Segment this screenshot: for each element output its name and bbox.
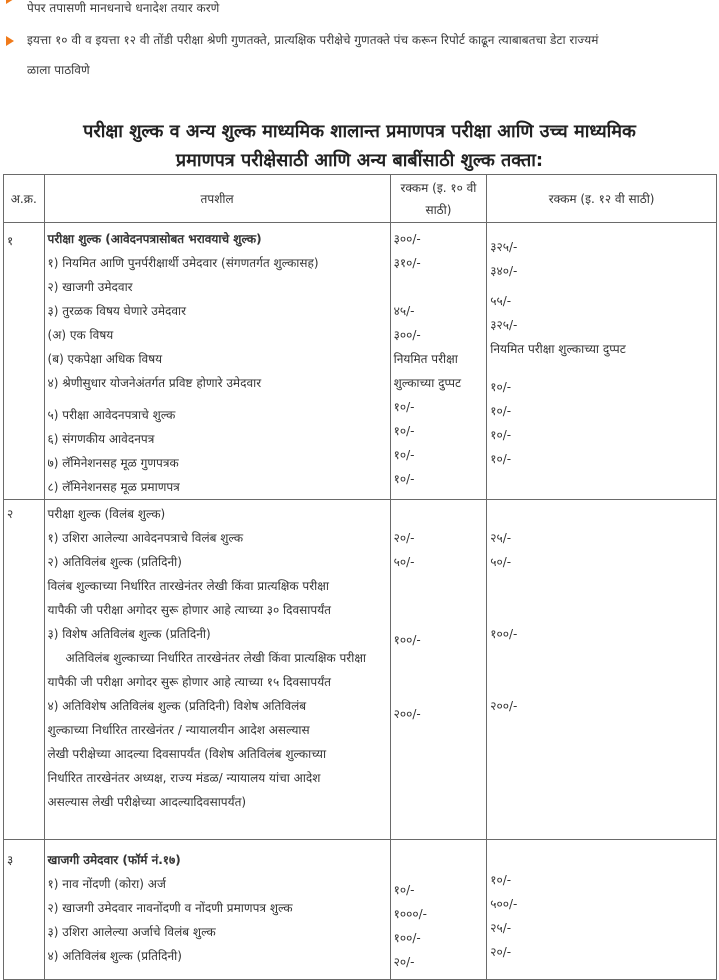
detail-line: ३) तुरळक विषय घेणारे उमेदवार xyxy=(47,304,187,318)
detail-line: यापैकी जी परीक्षा अगोदर सुरू होणार आहे त्याच्या ३० दिवसापर्यंत xyxy=(47,603,332,617)
detail-line: ४) अतिविलंब शुल्क (प्रतिदिनी) xyxy=(47,949,182,963)
detail-line: (अ) एक विषय xyxy=(47,328,114,342)
bullet-text: पेपर तपासणी मानधनाचे धनादेश तयार करणे xyxy=(27,1,220,15)
spacer xyxy=(394,502,484,526)
row-heading: परीक्षा शुल्क (आवेदनपत्रासोबत भरावयाचे शुल्क) xyxy=(47,232,262,246)
detail-line: ८) लॅमिनेशनसह मूळ प्रमाणपत्र xyxy=(47,480,180,494)
detail-line: ६) संगणकीय आवेदनपत्र xyxy=(47,432,155,446)
amount-line: २००/- xyxy=(490,699,518,713)
amount-line: ५०/- xyxy=(490,555,512,569)
amount-line: १०/- xyxy=(393,883,415,897)
header-serial: अ.क्र. xyxy=(4,175,45,223)
amount-line: २०/- xyxy=(393,955,415,969)
header-details: तपशील xyxy=(44,175,390,223)
amount-line: १००/- xyxy=(393,931,421,945)
amount-line: ४५/- xyxy=(393,304,415,318)
row-details xyxy=(44,840,390,980)
amount-line: ३००/- xyxy=(393,232,421,246)
detail-line: अतिविलंब शुल्काच्या निर्धारित तारखेनंतर लेखी किंवा प्रात्यक्षिक परीक्षा xyxy=(65,651,367,665)
detail-line: यापैकी जी परीक्षा अगोदर सुरू होणार आहे त्याच्या १५ दिवसापर्यंत xyxy=(47,675,332,689)
spacer xyxy=(490,574,713,622)
amount-line: नियमित परीक्षा xyxy=(393,352,458,366)
row-amount-10th xyxy=(390,223,487,500)
arrow-bullet-icon xyxy=(6,0,14,4)
bullet-text: इयत्ता १० वी व इयत्ता १२ वी तोंडी परीक्षा श्रेणी गुणतक्ते, प्रात्यक्षिक परीक्षेचे गुणतक्ते पंच करून रिपोर्ट काढून त्याबाबतचा डेटा राज्यमं xyxy=(27,33,599,47)
detail-line: ७) लॅमिनेशनसह मूळ गुणपत्रक xyxy=(47,456,179,470)
amount-line: शुल्काच्या दुप्पट xyxy=(393,376,462,390)
spacer xyxy=(490,502,713,526)
amount-line: १०/- xyxy=(393,448,415,462)
amount-line: १००/- xyxy=(393,633,421,647)
detail-line: २) खाजगी उमेदवार नावनोंदणी व नोंदणी प्रमाणपत्र शुल्क xyxy=(47,901,293,915)
title-line: परीक्षा शुल्क व अन्य शुल्क माध्यमिक शालान्त प्रमाणपत्र परीक्षा आणि उच्च माध्यमिक xyxy=(83,121,636,142)
row-serial: १ xyxy=(4,223,45,500)
amount-line: १०/- xyxy=(490,428,512,442)
row-details xyxy=(44,223,390,500)
row-heading: परीक्षा शुल्क (विलंब शुल्क) xyxy=(47,507,166,521)
amount-line: ३४०/- xyxy=(490,264,518,278)
detail-line: शुल्काच्या निर्धारित तारखेनंतर / न्यायालयीन आदेश असल्यास xyxy=(47,723,310,737)
amount-line: ३१०/- xyxy=(393,256,421,270)
amount-line: १०/- xyxy=(490,380,512,394)
table-row xyxy=(4,223,717,500)
spacer xyxy=(490,848,713,868)
row-details xyxy=(44,500,390,840)
spacer xyxy=(394,652,484,702)
amount-line: २५/- xyxy=(490,531,512,545)
row-serial: ३ xyxy=(4,840,45,980)
arrow-bullet-icon xyxy=(6,36,14,46)
detail-line: १) नियमित आणि पुनर्परीक्षार्थी उमेदवार (संगणतर्गत शुल्कासह) xyxy=(47,256,319,270)
row-amount-10th xyxy=(390,500,487,840)
amount-line: १००/- xyxy=(490,627,518,641)
amount-line: १०/- xyxy=(490,873,512,887)
table-row xyxy=(4,500,717,840)
amount-line: १०/- xyxy=(490,452,512,466)
detail-line: २) अतिविलंब शुल्क (प्रतिदिनी) xyxy=(47,555,182,569)
page-title xyxy=(0,117,719,175)
header-amount-12th: रक्कम (इ. १२ वी साठी) xyxy=(487,175,717,223)
row-amount-12th xyxy=(487,840,717,980)
amount-line: ५००/- xyxy=(490,897,518,911)
amount-line xyxy=(490,227,713,235)
row-serial: २ xyxy=(4,500,45,840)
row-amount-12th xyxy=(487,223,717,500)
detail-line: २) खाजगी उमेदवार xyxy=(47,280,133,294)
detail-line: ३) उशिरा आलेल्या अर्जाचे विलंब शुल्क xyxy=(47,925,216,939)
amount-line: १०/- xyxy=(393,400,415,414)
amount-line: नियमित परीक्षा शुल्काच्या दुप्पट xyxy=(490,342,626,356)
detail-line: ५) परीक्षा आवेदनपत्राचे शुल्क xyxy=(47,408,176,422)
detail-line: ३) विशेष अतिविलंब शुल्क (प्रतिदिनी) xyxy=(47,627,211,641)
table-row xyxy=(4,840,717,980)
fee-table xyxy=(3,174,717,980)
spacer xyxy=(490,646,713,694)
row-amount-12th xyxy=(487,500,717,840)
detail-line: निर्धारित तारखेनंतर अध्यक्ष, राज्य मंडळ/ न्यायालय यांचा आदेश xyxy=(47,771,321,785)
detail-line: ४) अतिविशेष अतिविलंब शुल्क (प्रतिदिनी) विशेष अतिविलंब xyxy=(47,699,307,713)
detail-line: असल्यास लेखी परीक्षेच्या आदल्यादिवसापर्यंत) xyxy=(47,795,247,809)
bullet-text-continued: ळाला पाठविणे xyxy=(27,63,90,77)
table-header-row xyxy=(4,175,717,223)
amount-line xyxy=(490,361,713,375)
amount-line: ३२५/- xyxy=(490,318,518,332)
spacer xyxy=(394,574,484,628)
detail-line: लेखी परीक्षेच्या आदल्या दिवसापर्यंत (विशेष अतिविलंब शुल्काच्या xyxy=(47,747,327,761)
detail-line: ४) श्रेणीसुधार योजनेअंतर्गत प्रविष्ट होणारे उमेदवार xyxy=(47,376,262,390)
title-line: प्रमाणपत्र परीक्षेसाठी आणि अन्य बाबींसाठी शुल्क तक्ता: xyxy=(175,150,544,171)
header-amount-10th: रक्कम (इ. १० वी साठी) xyxy=(390,175,487,223)
amount-line: २५/- xyxy=(490,921,512,935)
amount-line: २००/- xyxy=(393,707,421,721)
amount-line: १०/- xyxy=(393,472,415,486)
amount-line: २०/- xyxy=(393,531,415,545)
detail-line: विलंब शुल्काच्या निर्धारित तारखेनंतर लेखी किंवा प्रात्यक्षिक परीक्षा xyxy=(47,579,329,593)
amount-line: ५०/- xyxy=(393,555,415,569)
detail-line: १) नाव नोंदणी (कोरा) अर्ज xyxy=(47,877,166,891)
row-heading: खाजगी उमेदवार (फॉर्म नं.१७) xyxy=(47,853,181,867)
amount-line: ५५/- xyxy=(490,294,512,308)
amount-line: १०/- xyxy=(490,404,512,418)
detail-line: (ब) एकपेक्षा अधिक विषय xyxy=(47,352,163,366)
amount-line: ३००/- xyxy=(393,328,421,342)
detail-line: १) उशिरा आलेल्या आवेदनपत्राचे विलंब शुल्क xyxy=(47,531,244,545)
spacer xyxy=(394,848,484,878)
amount-line: ३२५/- xyxy=(490,240,518,254)
row-amount-10th xyxy=(390,840,487,980)
amount-line: २०/- xyxy=(490,945,512,959)
amount-line xyxy=(394,275,484,299)
amount-line: १०००/- xyxy=(393,907,427,921)
amount-line: १०/- xyxy=(393,424,415,438)
